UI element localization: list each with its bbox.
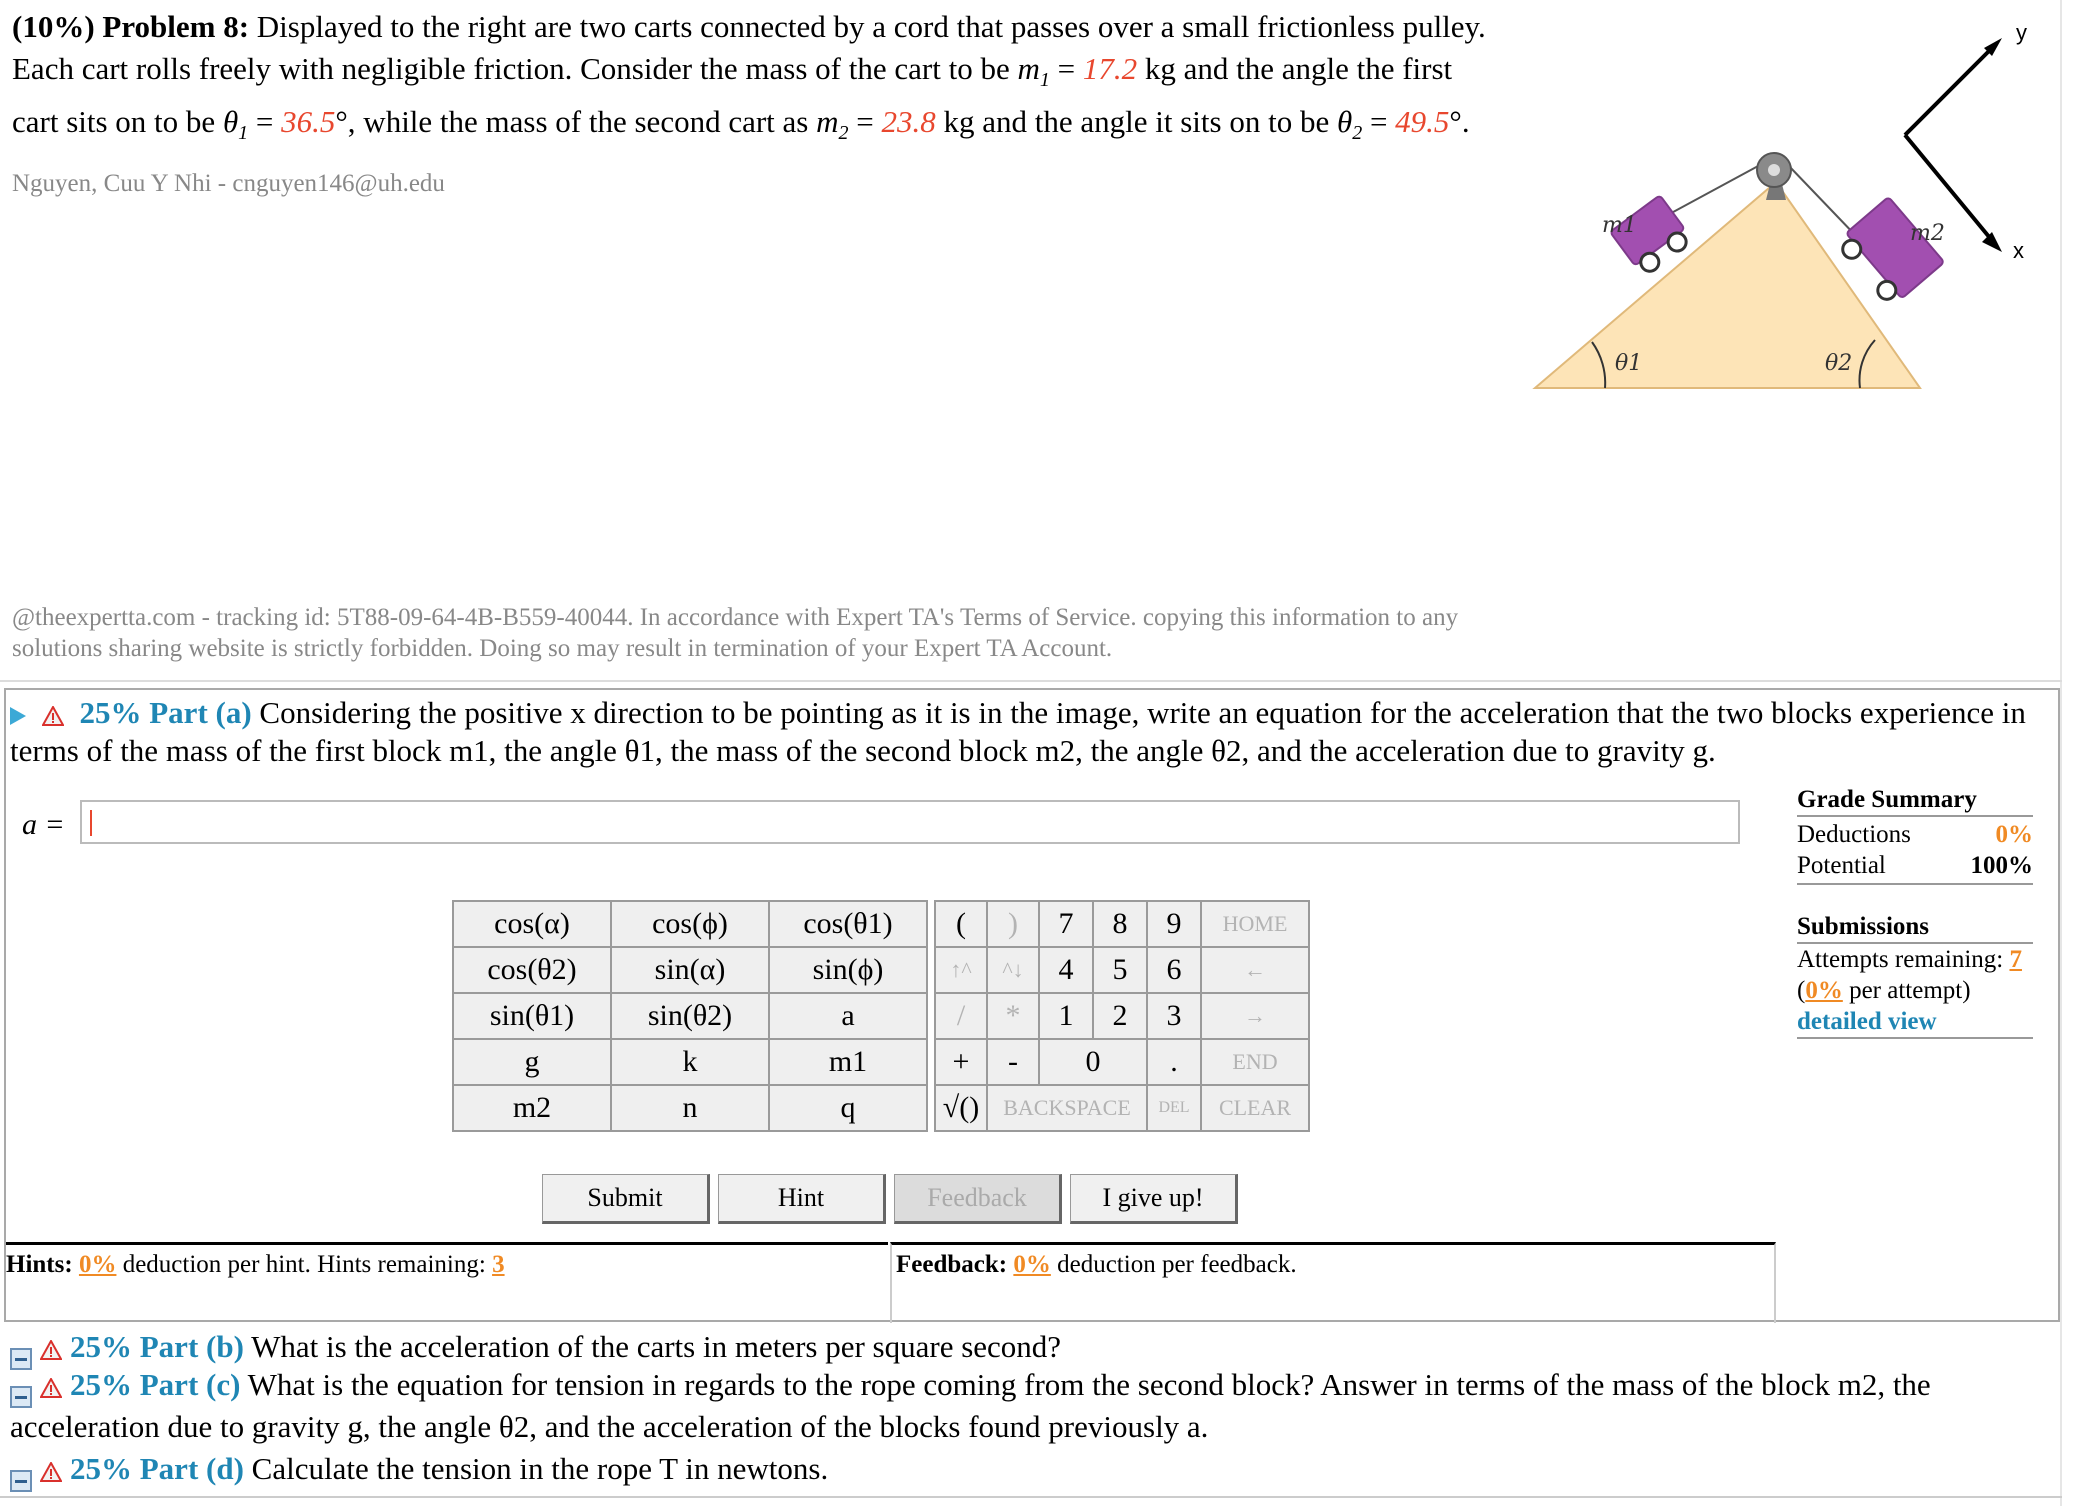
key-sin-phi[interactable]: sin(ϕ) bbox=[769, 947, 927, 993]
key-cos-theta1[interactable]: cos(θ1) bbox=[769, 901, 927, 947]
key-dot[interactable]: . bbox=[1147, 1039, 1201, 1085]
key-6[interactable]: 6 bbox=[1147, 947, 1201, 993]
problem-text-5: °. bbox=[1449, 104, 1470, 140]
theta1-value: 36.5 bbox=[281, 104, 336, 140]
key-cos-phi[interactable]: cos(ϕ) bbox=[611, 901, 769, 947]
fig-theta2-label: θ2 bbox=[1825, 351, 1853, 376]
attempts-value: 7 bbox=[2009, 946, 2022, 973]
part-b-question: What is the acceleration of the carts in meters per square second? bbox=[251, 1329, 1062, 1364]
part-c-percent[interactable]: 25% Part (c) bbox=[70, 1367, 241, 1402]
collapse-icon[interactable] bbox=[10, 1377, 32, 1399]
key-0[interactable]: 0 bbox=[1039, 1039, 1147, 1085]
expand-triangle-icon[interactable] bbox=[10, 707, 26, 725]
key-up-arrows[interactable]: ↑^ bbox=[935, 947, 987, 993]
feedback-panel bbox=[890, 1242, 1776, 1323]
key-7[interactable]: 7 bbox=[1039, 901, 1093, 947]
part-a-question: Considering the positive x direction to be pointing as it is in the image, write an equation for the acceleration that the two blocks experience in terms of the mass of the first block m1, the angle θ1, the mass of the second block m2, the angle θ2, and the acceleration due to gravity g. bbox=[10, 695, 2026, 768]
hints-panel bbox=[6, 1242, 888, 1323]
m1-symbol: $m_1$ bbox=[1017, 51, 1050, 92]
y-axis-line bbox=[1905, 50, 1990, 135]
hints-remaining: 3 bbox=[492, 1251, 505, 1278]
fig-theta1-label: θ1 bbox=[1615, 351, 1643, 376]
key-left-arrow[interactable]: ← bbox=[1201, 947, 1309, 993]
part-a-title bbox=[10, 694, 2050, 770]
key-4[interactable]: 4 bbox=[1039, 947, 1093, 993]
separator bbox=[0, 680, 2062, 682]
grade-summary bbox=[1797, 784, 2033, 1039]
hints-deduction: 0% bbox=[78, 1251, 117, 1278]
deductions-value: 0% bbox=[1995, 821, 2033, 848]
feedback-label: Feedback: bbox=[896, 1251, 1008, 1278]
numeric-keypad bbox=[934, 900, 1310, 1132]
key-n[interactable]: n bbox=[611, 1085, 769, 1131]
key-clear[interactable]: CLEAR bbox=[1201, 1085, 1309, 1131]
key-sin-theta1[interactable]: sin(θ1) bbox=[453, 993, 611, 1039]
theta2-value: 49.5 bbox=[1395, 104, 1450, 140]
warning-icon bbox=[40, 1340, 62, 1360]
key-open-paren[interactable]: ( bbox=[935, 901, 987, 947]
m2-value: 23.8 bbox=[881, 104, 936, 140]
key-sin-alpha[interactable]: sin(α) bbox=[611, 947, 769, 993]
answer-label: a = bbox=[22, 808, 65, 841]
deductions-row bbox=[1797, 819, 2033, 850]
hints-text: deduction per hint. Hints remaining: bbox=[122, 1251, 486, 1278]
key-right-arrow[interactable]: → bbox=[1201, 993, 1309, 1039]
copyright-notice: @theexpertta.com - tracking id: 5T88-09-64-4B-B559-40044. In accordance with Expert TA's Terms of Service. copying this information to any solutions sharing website is strictly forbidden. Doing so may result in termination of your Expert TA Account. bbox=[12, 604, 1459, 662]
problem-text-3: °, while the mass of the second cart as bbox=[335, 104, 809, 140]
submissions-title: Submissions bbox=[1797, 913, 1930, 940]
key-home[interactable]: HOME bbox=[1201, 901, 1309, 947]
key-backspace[interactable]: BACKSPACE bbox=[987, 1085, 1147, 1131]
part-a-percent: 25% Part (a) bbox=[79, 695, 252, 730]
problem-text-2: kg and the angle the first cart sits on to be bbox=[12, 51, 1453, 140]
collapse-icon[interactable] bbox=[10, 1461, 32, 1483]
part-b-percent[interactable]: 25% Part (b) bbox=[70, 1329, 244, 1364]
problem-label: (10%) Problem 8: bbox=[12, 9, 250, 44]
function-keypad bbox=[452, 900, 928, 1132]
key-end[interactable]: END bbox=[1201, 1039, 1309, 1085]
potential-label: Potential bbox=[1797, 852, 1886, 879]
attempts-remaining: Attempts remaining: 7 bbox=[1797, 946, 2022, 973]
pulley-axle bbox=[1768, 164, 1780, 176]
key-minus[interactable]: - bbox=[987, 1039, 1039, 1085]
feedback-deduction: 0% bbox=[1013, 1251, 1051, 1278]
theta1-symbol: $\theta_1$ bbox=[222, 104, 249, 145]
key-k[interactable]: k bbox=[611, 1039, 769, 1085]
fig-m1-label: m1 bbox=[1602, 213, 1637, 238]
part-d-percent[interactable]: 25% Part (d) bbox=[70, 1451, 244, 1486]
per-attempt-value: 0% bbox=[1805, 977, 1843, 1004]
key-m1[interactable]: m1 bbox=[769, 1039, 927, 1085]
key-cos-theta2[interactable]: cos(θ2) bbox=[453, 947, 611, 993]
warning-icon bbox=[40, 1378, 62, 1398]
key-g[interactable]: g bbox=[453, 1039, 611, 1085]
warning-icon bbox=[40, 1462, 62, 1482]
key-close-paren[interactable]: ) bbox=[987, 901, 1039, 947]
author-line: Nguyen, Cuu Y Nhi - cnguyen146@uh.edu bbox=[12, 170, 445, 197]
part-c bbox=[10, 1364, 2050, 1448]
key-sqrt[interactable]: √() bbox=[935, 1085, 987, 1131]
deductions-label: Deductions bbox=[1797, 821, 1911, 848]
key-q[interactable]: q bbox=[769, 1085, 927, 1131]
detailed-view-link[interactable]: detailed view bbox=[1797, 1008, 1937, 1035]
potential-value: 100% bbox=[1970, 852, 2033, 879]
right-border bbox=[2060, 0, 2062, 1506]
warning-icon bbox=[42, 706, 64, 726]
fig-y-label: y bbox=[2016, 20, 2027, 45]
key-plus[interactable]: + bbox=[935, 1039, 987, 1085]
hints-label: Hints: bbox=[6, 1251, 73, 1278]
key-m2[interactable]: m2 bbox=[453, 1085, 611, 1131]
key-a[interactable]: a bbox=[769, 993, 927, 1039]
feedback-text: deduction per feedback. bbox=[1057, 1251, 1297, 1278]
part-b bbox=[10, 1326, 2050, 1368]
key-down-arrows[interactable]: ^↓ bbox=[987, 947, 1039, 993]
key-1[interactable]: 1 bbox=[1039, 993, 1093, 1039]
grade-summary-title: Grade Summary bbox=[1797, 786, 1977, 813]
fig-x-label: x bbox=[2013, 238, 2024, 263]
key-cos-alpha[interactable]: cos(α) bbox=[453, 901, 611, 947]
bottom-rule bbox=[0, 1496, 2062, 1498]
collapse-icon[interactable] bbox=[10, 1339, 32, 1361]
key-8[interactable]: 8 bbox=[1093, 901, 1147, 947]
problem-text-4: kg and the angle it sits on to be bbox=[943, 104, 1330, 140]
m2-symbol: $m_2$ bbox=[816, 104, 849, 145]
key-multiply[interactable]: * bbox=[987, 993, 1039, 1039]
give-up-button[interactable]: I give up! bbox=[1070, 1174, 1238, 1224]
key-5[interactable]: 5 bbox=[1093, 947, 1147, 993]
submit-button[interactable]: Submit bbox=[542, 1174, 710, 1224]
hint-button[interactable]: Hint bbox=[718, 1174, 886, 1224]
part-d-question: Calculate the tension in the rope T in newtons. bbox=[251, 1451, 829, 1486]
problem-statement: (10%) Problem 8: Displayed to the right are two carts connected by a cord that passes over a small frictionless pulley. Each cart rolls freely with negligible friction. Consider the mass of the cart to be $m_1 = 17.2$ kg and the angle the first cart sits on to be $\theta_1 = 36.5^\circ$, while the mass of the second cart as $m_2 = 23.8$ kg and the angle it sits on to be $\theta_2 = 49.5^\circ$. bbox=[12, 9, 1486, 145]
answer-input[interactable] bbox=[80, 800, 1740, 844]
fig-m2-label: m2 bbox=[1910, 221, 1945, 246]
cart-pulley-figure bbox=[1520, 10, 2040, 400]
potential-row bbox=[1797, 850, 2033, 881]
key-sin-theta2[interactable]: sin(θ2) bbox=[611, 993, 769, 1039]
text-caret bbox=[90, 810, 92, 836]
part-d bbox=[10, 1448, 2050, 1490]
problem-text-1: Displayed to the right are two carts connected by a cord that passes over a small frictionless pulley. Each cart rolls freely with negligible friction. Consider the mass of the cart to be bbox=[12, 9, 1486, 86]
per-attempt: (0% per attempt) bbox=[1797, 977, 1971, 1004]
ramp bbox=[1535, 182, 1920, 388]
part-c-question: What is the equation for tension in regards to the rope coming from the second block? Answer in terms of the mass of the block m2, the acceleration due to gravity g, the angle θ2, and the acceleration of the blocks found previously a. bbox=[10, 1367, 1931, 1444]
feedback-button[interactable]: Feedback bbox=[894, 1174, 1062, 1224]
theta2-symbol: $\theta_2$ bbox=[1336, 104, 1363, 145]
key-2[interactable]: 2 bbox=[1093, 993, 1147, 1039]
key-del[interactable]: DEL bbox=[1147, 1085, 1201, 1131]
m1-value: 17.2 bbox=[1082, 51, 1138, 86]
key-3[interactable]: 3 bbox=[1147, 993, 1201, 1039]
key-9[interactable]: 9 bbox=[1147, 901, 1201, 947]
key-divide[interactable]: / bbox=[935, 993, 987, 1039]
